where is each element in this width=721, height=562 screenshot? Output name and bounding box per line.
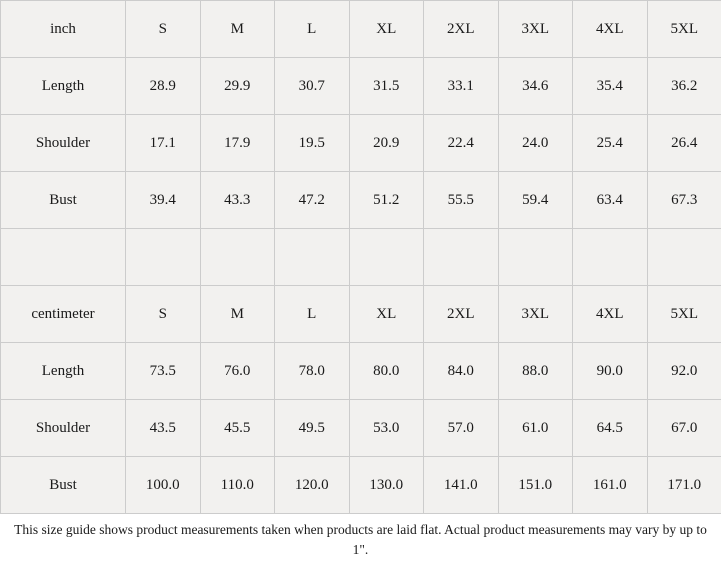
- table-cell: 90.0: [573, 343, 648, 400]
- table-cell: 31.5: [349, 58, 424, 115]
- column-header: 2XL: [424, 1, 499, 58]
- table-row: [1, 115, 721, 172]
- spacer-cell: [424, 229, 499, 286]
- table-cell: 67.0: [647, 400, 721, 457]
- table-cell: 19.5: [275, 115, 350, 172]
- table-row: [1, 400, 721, 457]
- spacer-cell: [349, 229, 424, 286]
- column-header: 2XL: [424, 286, 499, 343]
- unit-label-inch: inch: [1, 1, 126, 58]
- column-header: S: [126, 286, 201, 343]
- table-header-row-centimeter: [1, 286, 721, 343]
- table-cell: 39.4: [126, 172, 201, 229]
- column-header: L: [275, 1, 350, 58]
- column-header: 4XL: [573, 286, 648, 343]
- row-label: Bust: [1, 172, 126, 229]
- size-guide-footnote: This size guide shows product measurements taken when products are laid flat. Actual product measurements may vary by up to 1".: [14, 522, 707, 558]
- table-cell: 78.0: [275, 343, 350, 400]
- table-cell: 80.0: [349, 343, 424, 400]
- table-cell: 34.6: [498, 58, 573, 115]
- column-header: 3XL: [498, 1, 573, 58]
- table-cell: 161.0: [573, 457, 648, 514]
- row-label: Shoulder: [1, 115, 126, 172]
- table-row: [1, 58, 721, 115]
- table-cell: 61.0: [498, 400, 573, 457]
- table-cell: 43.5: [126, 400, 201, 457]
- table-cell: 57.0: [424, 400, 499, 457]
- table-cell: 141.0: [424, 457, 499, 514]
- table-cell: 55.5: [424, 172, 499, 229]
- column-header: 5XL: [647, 1, 721, 58]
- column-header: S: [126, 1, 201, 58]
- table-cell: 88.0: [498, 343, 573, 400]
- table-cell: 36.2: [647, 58, 721, 115]
- table-cell: 84.0: [424, 343, 499, 400]
- table-cell: 26.4: [647, 115, 721, 172]
- spacer-cell: [1, 229, 126, 286]
- table-cell: 73.5: [126, 343, 201, 400]
- spacer-cell: [126, 229, 201, 286]
- table-cell: 130.0: [349, 457, 424, 514]
- table-cell: 47.2: [275, 172, 350, 229]
- table-cell: 29.9: [200, 58, 275, 115]
- column-header: XL: [349, 286, 424, 343]
- column-header: 5XL: [647, 286, 721, 343]
- spacer-cell: [498, 229, 573, 286]
- unit-label-centimeter: centimeter: [1, 286, 126, 343]
- table-row: [1, 457, 721, 514]
- table-cell: 28.9: [126, 58, 201, 115]
- table-cell: 45.5: [200, 400, 275, 457]
- table-cell: 25.4: [573, 115, 648, 172]
- table-cell: 76.0: [200, 343, 275, 400]
- table-cell: 59.4: [498, 172, 573, 229]
- table-cell: 100.0: [126, 457, 201, 514]
- table-header-row-inch: [1, 1, 721, 58]
- table-cell: 120.0: [275, 457, 350, 514]
- table-cell: 92.0: [647, 343, 721, 400]
- column-header: 3XL: [498, 286, 573, 343]
- table-cell: 33.1: [424, 58, 499, 115]
- column-header: XL: [349, 1, 424, 58]
- table-row: [1, 343, 721, 400]
- table-cell: 49.5: [275, 400, 350, 457]
- column-header: 4XL: [573, 1, 648, 58]
- table-cell: 53.0: [349, 400, 424, 457]
- table-cell: 17.1: [126, 115, 201, 172]
- row-label: Length: [1, 343, 126, 400]
- spacer-cell: [647, 229, 721, 286]
- row-label: Bust: [1, 457, 126, 514]
- table-cell: 67.3: [647, 172, 721, 229]
- table-cell: 30.7: [275, 58, 350, 115]
- table-cell: 24.0: [498, 115, 573, 172]
- column-header: M: [200, 1, 275, 58]
- spacer-cell: [275, 229, 350, 286]
- row-label: Shoulder: [1, 400, 126, 457]
- table-cell: 171.0: [647, 457, 721, 514]
- spacer-cell: [573, 229, 648, 286]
- spacer-cell: [200, 229, 275, 286]
- column-header: L: [275, 286, 350, 343]
- column-header: M: [200, 286, 275, 343]
- table-row: [1, 172, 721, 229]
- table-spacer-row: [1, 229, 721, 286]
- table-cell: 151.0: [498, 457, 573, 514]
- table-cell: 51.2: [349, 172, 424, 229]
- table-cell: 22.4: [424, 115, 499, 172]
- table-cell: 20.9: [349, 115, 424, 172]
- table-cell: 35.4: [573, 58, 648, 115]
- row-label: Length: [1, 58, 126, 115]
- table-cell: 17.9: [200, 115, 275, 172]
- table-cell: 43.3: [200, 172, 275, 229]
- table-cell: 110.0: [200, 457, 275, 514]
- table-cell: 63.4: [573, 172, 648, 229]
- table-cell: 64.5: [573, 400, 648, 457]
